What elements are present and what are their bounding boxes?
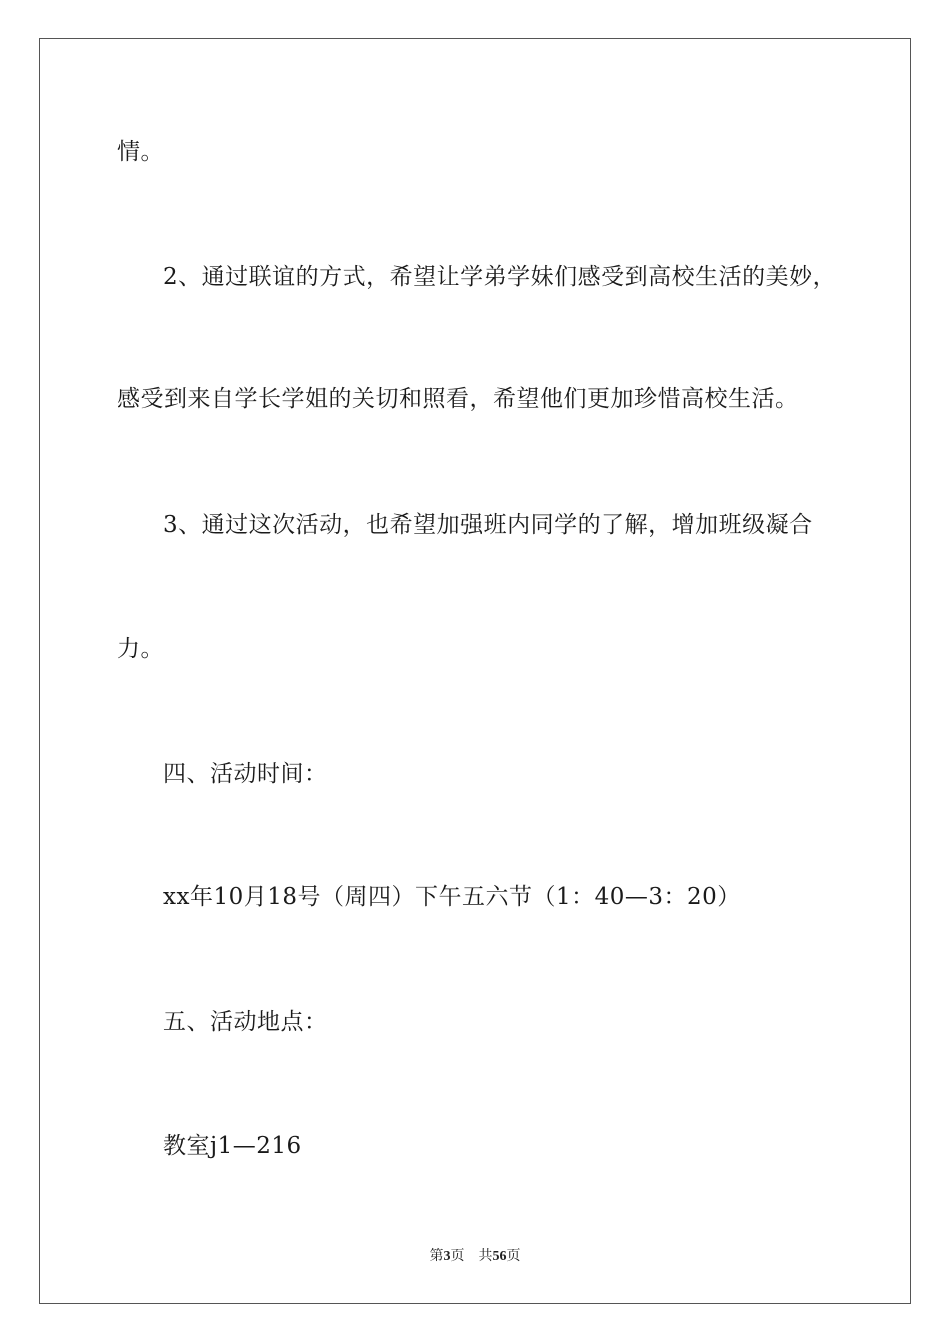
- text-line-3: 感受到来自学长学姐的关切和照看，希望他们更加珍惜高校生活。: [117, 386, 799, 412]
- text-line-1: 情。: [117, 139, 164, 165]
- text-line-2: 2、通过联谊的方式，希望让学弟学妹们感受到高校生活的美妙，: [163, 264, 837, 290]
- text-line-4: 3、通过这次活动，也希望加强班内同学的了解，增加班级凝合: [163, 512, 813, 538]
- page-footer: [0, 1247, 950, 1267]
- footer-page-number: 3: [443, 1249, 451, 1264]
- footer-total-suffix: 页: [506, 1249, 521, 1264]
- activity-time-value: xx年10月18号（周四）下午五六节（1：40—3：20）: [163, 884, 741, 910]
- section-heading-location: 五、活动地点：: [163, 1009, 328, 1035]
- activity-location-value: 教室j1—216: [163, 1133, 302, 1159]
- text-line-5: 力。: [117, 636, 164, 662]
- section-heading-time: 四、活动时间：: [163, 761, 328, 787]
- footer-total-number: 56: [492, 1249, 507, 1264]
- page-border: [39, 38, 911, 1304]
- footer-total-prefix: 共: [478, 1249, 493, 1264]
- footer-page-prefix: 第: [429, 1249, 444, 1264]
- footer-page-suffix: 页: [450, 1249, 465, 1264]
